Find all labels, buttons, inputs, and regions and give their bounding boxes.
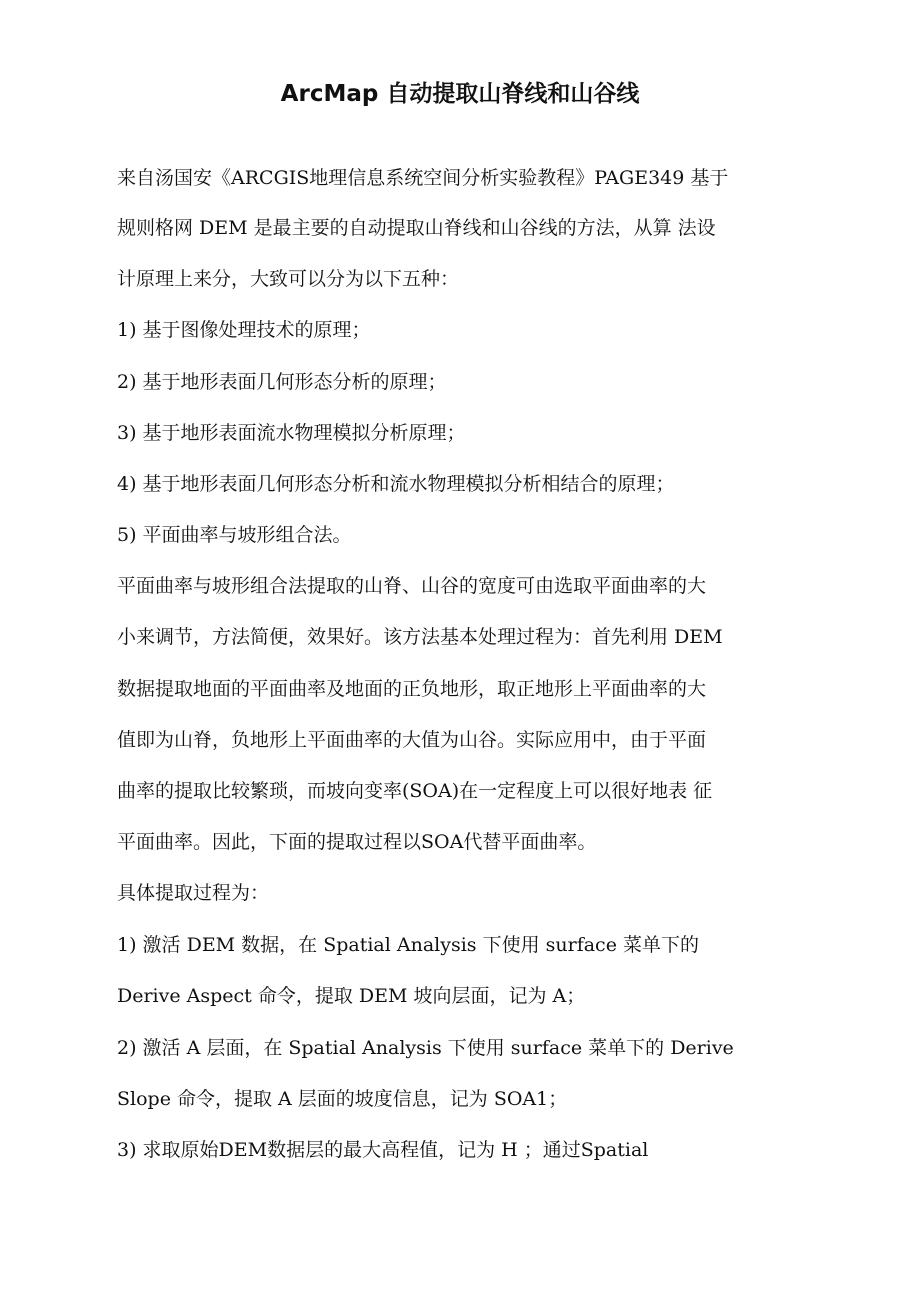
paragraph-line: 曲率的提取比较繁琐，而坡向变率(SOA)在一定程度上可以很好地表 征: [117, 780, 713, 802]
document-title: ArcMap 自动提取山脊线和山谷线: [280, 81, 640, 107]
paragraph-line: Derive Aspect 命令，提取 DEM 坡向层面，记为 A；: [117, 985, 586, 1007]
paragraph-line: 平面曲率。因此，下面的提取过程以SOA代替平面曲率。: [117, 831, 597, 853]
paragraph-line: 数据提取地面的平面曲率及地面的正负地形，取正地形上平面曲率的大: [117, 678, 707, 700]
paragraph-line: 平面曲率与坡形组合法提取的山脊、山谷的宽度可由选取平面曲率的大: [117, 575, 707, 597]
paragraph-line: 值即为山脊，负地形上平面曲率的大值为山谷。实际应用中，由于平面: [117, 729, 707, 751]
paragraph-line: Slope 命令，提取 A 层面的坡度信息，记为 SOA1；: [117, 1088, 568, 1110]
list-item: 3) 求取原始DEM数据层的最大高程值，记为 H ；通过Spatial: [117, 1139, 649, 1161]
list-item: 1) 激活 DEM 数据，在 Spatial Analysis 下使用 surface 菜单下的: [117, 934, 699, 956]
paragraph-line: 来自汤国安《ARCGIS地理信息系统空间分析实验教程》PAGE349 基于: [117, 167, 729, 189]
list-item: 4) 基于地形表面几何形态分析和流水物理模拟分析相结合的原理；: [117, 473, 675, 495]
paragraph-line: 小来调节，方法简便，效果好。该方法基本处理过程为：首先利用 DEM: [117, 626, 723, 648]
list-item: 5) 平面曲率与坡形组合法。: [117, 524, 352, 546]
list-item: 2) 激活 A 层面，在 Spatial Analysis 下使用 surface 菜单下的 Derive: [117, 1037, 734, 1059]
paragraph-line: 规则格网 DEM 是最主要的自动提取山脊线和山谷线的方法，从算 法设: [117, 217, 716, 239]
paragraph-line: 具体提取过程为：: [117, 882, 270, 904]
list-item: 3) 基于地形表面流水物理模拟分析原理；: [117, 422, 466, 444]
list-item: 2) 基于地形表面几何形态分析的原理；: [117, 371, 447, 393]
paragraph-line: 计原理上来分，大致可以分为以下五种：: [117, 268, 460, 290]
list-item: 1) 基于图像处理技术的原理；: [117, 319, 371, 341]
